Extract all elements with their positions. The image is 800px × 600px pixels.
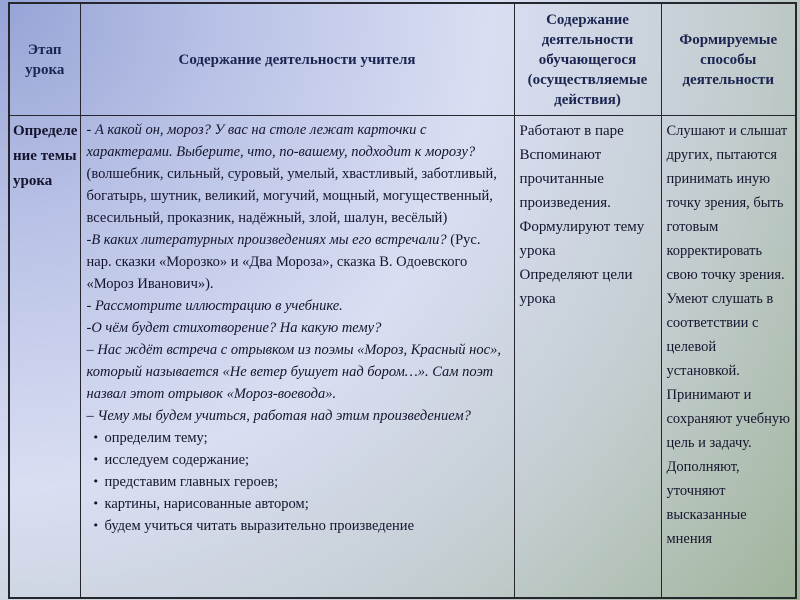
header-row (9, 3, 796, 116)
bullet-icon: • (92, 431, 99, 444)
header-cell-teacher-activity: Содержание деятельности учителя (80, 3, 514, 116)
teacher-bullet-item: • будем учиться читать выразительно произведение (87, 515, 506, 537)
header-cell-formed-methods: Формируемые способы деятельности (661, 3, 796, 116)
teacher-bullet-item: • исследуем содержание; (87, 449, 506, 471)
bullet-icon: • (92, 519, 99, 532)
teacher-paragraph: - Рассмотрите иллюстрацию в учебнике. (86, 298, 343, 314)
teacher-paragraph: -В каких литературных произведениях мы его встречали? (Рус. нар. сказки «Морозко» и «Два Мороза», сказка В. Одоевского «Мороз Иванович»). (86, 232, 481, 292)
header-cell-student-activity: Содержание деятельности обучающегося (осуществляемые действия) (514, 3, 661, 116)
methods-line: Умеют слушать в соответствии с целевой установкой. (666, 291, 774, 379)
student-activity-cell (514, 116, 661, 599)
bullet-icon: • (92, 475, 99, 488)
methods-line: Принимают и сохраняют учебную цель и задачу. (666, 387, 790, 451)
formed-methods-cell (661, 116, 796, 599)
student-line: Вспоминают прочитанные произведения. (519, 147, 611, 211)
methods-cell-content (667, 119, 792, 551)
teacher-cell-content (87, 119, 506, 537)
teacher-paragraph: - А какой он, мороз? У вас на столе лежат карточки с характерами. Выберите, что, по-вашему, подходит к морозу? (86, 122, 476, 160)
table-row (9, 116, 796, 599)
student-line: Формулируют тему урока (519, 219, 645, 259)
teacher-bullet-item: • картины, нарисованные автором; (87, 493, 506, 515)
student-cell-content (520, 119, 657, 311)
header-cell-stage: Этап урока (9, 3, 80, 116)
student-line: Работают в паре (519, 123, 624, 139)
teacher-paragraph: -О чём будет стихотворение? На какую тему? (86, 320, 382, 336)
teacher-paragraph: – Чему мы будем учиться, работая над этим произведением? (86, 408, 471, 424)
teacher-paragraph: (волшебник, сильный, суровый, умелый, хвастливый, заботливый, богатырь, шутник, великий, могучий, мощный, могущественный, всесильный, проказник, надёжный, злой, шалун, весёлый) (86, 166, 497, 226)
teacher-bullet-item: • определим тему; (87, 427, 506, 449)
teacher-bullet-item: • представим главных героев; (87, 471, 506, 493)
bullet-icon: • (92, 497, 99, 510)
teacher-paragraph: – Нас ждёт встреча с отрывком из поэмы «Мороз, Красный нос», который называется «Не ветер бушует над бором…». Сам поэт назвал этот отрывок «Мороз-воевода». (86, 342, 501, 402)
stage-cell: Определение темы урока (9, 116, 80, 599)
methods-line: Дополняют, уточняют высказанные мнения (666, 459, 747, 547)
teacher-activity-cell (80, 116, 514, 599)
student-line: Определяют цели урока (519, 267, 633, 307)
methods-line: Слушают и слышат других, пытаются принимать иную точку зрения, быть готовым корректировать свою точку зрения. (666, 123, 788, 283)
lesson-plan-table (8, 2, 797, 599)
bullet-icon: • (92, 453, 99, 466)
